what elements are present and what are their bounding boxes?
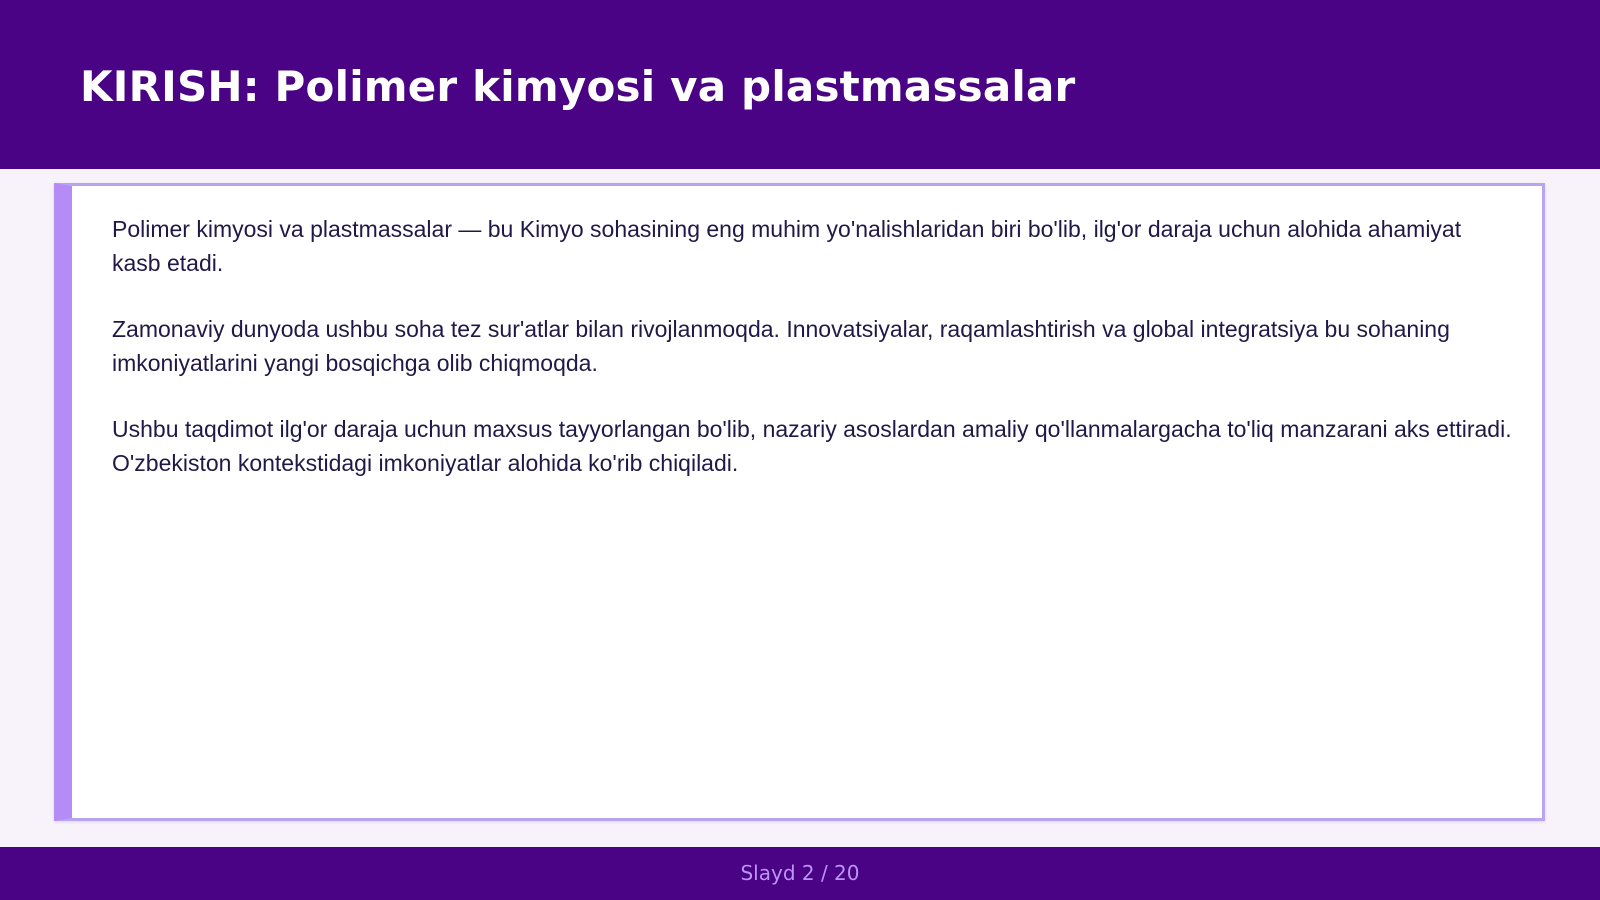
slide-header xyxy=(0,0,1600,169)
slide-counter: Slayd 2 / 20 xyxy=(740,861,860,885)
slide-title: KIRISH: Polimer kimyosi va plastmassalar xyxy=(80,62,1076,111)
content-card xyxy=(54,183,1545,821)
paragraph-presentation-scope: Ushbu taqdimot ilg'or daraja uchun maxsus tayyorlangan bo'lib, nazariy asoslardan amaliy qo'llanmalargacha to'liq manzarani aks ettiradi. O'zbekiston kontekstidagi imkoniyatlar alohida ko'rib chiqiladi. xyxy=(112,416,1512,476)
paragraph-intro: Polimer kimyosi va plastmassalar — bu Kimyo sohasining eng muhim yo'nalishlaridan biri bo'lib, ilg'or daraja uchun alohida ahamiyat kasb etadi. xyxy=(112,216,1462,276)
content-text xyxy=(112,212,1512,512)
paragraph-modern-world: Zamonaviy dunyoda ushbu soha tez sur'atlar bilan rivojlanmoqda. Innovatsiyalar, raqamlashtirish va global integratsiya bu sohaning imkoniyatlarini yangi bosqichga olib chiqmoqda. xyxy=(112,316,1450,376)
slide-footer xyxy=(0,847,1600,900)
